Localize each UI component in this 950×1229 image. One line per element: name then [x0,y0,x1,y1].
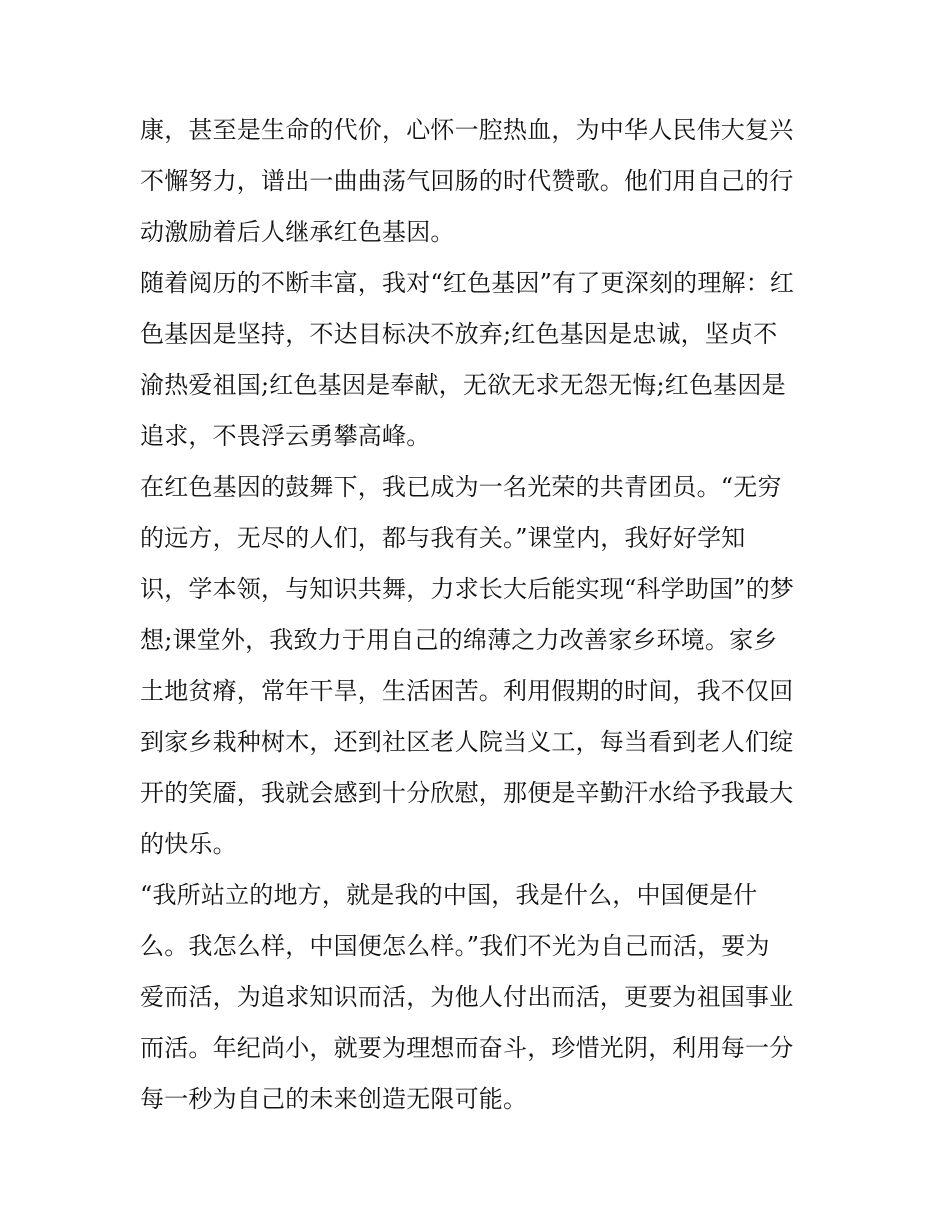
text-line: 随着阅历的不断丰富，我对“红色基因”有了更深刻的理解：红 [140,269,795,297]
text-line: 开的笑靥，我就会感到十分欣慰，那便是辛勤汗水给予我最大 [140,779,794,807]
text-line: 追求，不畏浮云勇攀高峰。 [140,422,431,450]
text-line: 色基因是坚持，不达目标决不放弃;红色基因是忠诚，坚贞不 [140,320,778,348]
text-line: 爱而活，为追求知识而活，为他人付出而活，更要为祖国事业 [140,983,794,1011]
text-line: 的快乐。 [140,830,237,858]
text-line: 康，甚至是生命的代价，心怀一腔热血，为中华人民伟大复兴 [140,116,794,144]
text-line: 每一秒为自己的未来创造无限可能。 [140,1085,528,1113]
text-line: 想;课堂外，我致力于用自己的绵薄之力改善家乡环境。家乡 [140,626,778,654]
text-line: 而活。年纪尚小，就要为理想而奋斗，珍惜光阴，利用每一分 [140,1034,794,1062]
text-line: 识，学本领，与知识共舞，力求长大后能实现“科学助国”的梦 [140,575,795,603]
text-line: 的远方，无尽的人们，都与我有关。”课堂内，我好好学知 [140,524,746,552]
text-line: 土地贫瘠，常年干旱，生活困苦。利用假期的时间，我不仅回 [140,677,794,705]
text-line: 动激励着后人继承红色基因。 [140,218,455,246]
text-line: “我所站立的地方，就是我的中国，我是什么，中国便是什 [140,881,758,909]
text-line: 在红色基因的鼓舞下，我已成为一名光荣的共青团员。“无穷 [140,473,782,501]
text-line: 到家乡栽种树木，还到社区老人院当义工，每当看到老人们绽 [140,728,794,756]
text-line: 么。我怎么样，中国便怎么样。”我们不光为自己而活，要为 [140,932,770,960]
document-body [140,108,820,1128]
text-line: 渝热爱祖国;红色基因是奉献，无欲无求无怨无悔;红色基因是 [140,371,786,399]
text-line: 不懈努力，谱出一曲曲荡气回肠的时代赞歌。他们用自己的行 [140,167,794,195]
